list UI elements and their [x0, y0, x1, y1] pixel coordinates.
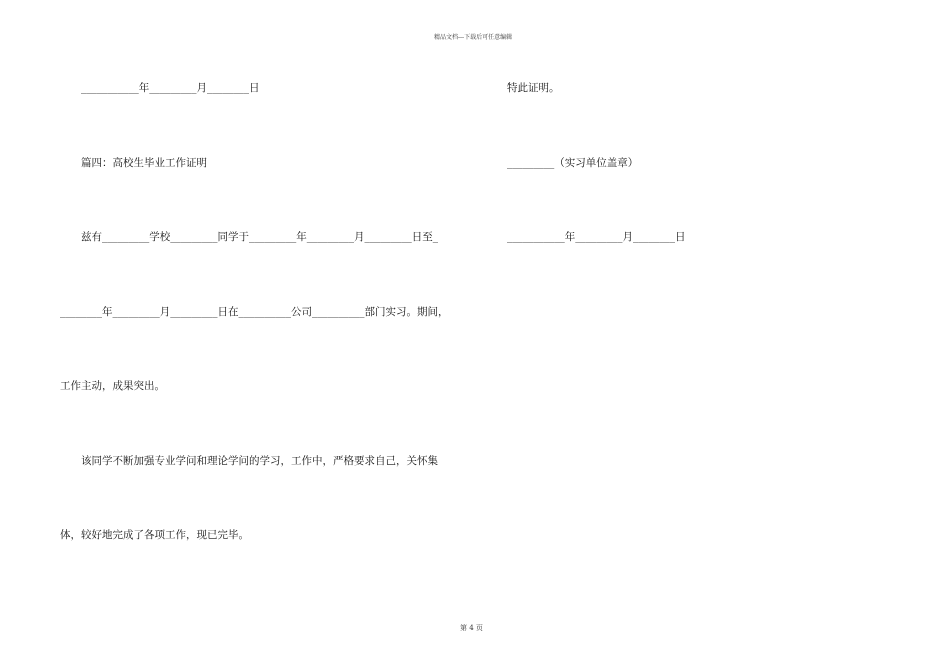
paragraph-1-line-3: 工作主动，成果突出。 [60, 380, 165, 392]
certify-text: 特此证明。 [507, 82, 560, 94]
page-number: 第 4 页 [460, 624, 483, 632]
paragraph-1-line-1: 兹有_________学校_________同学于_________年_________月_________日至_ [81, 231, 438, 243]
right-date-line: ___________年_________月________日 [507, 231, 686, 243]
paragraph-2-line-2: 体，较好地完成了各项工作，现已完毕。 [60, 529, 249, 541]
left-date-line: ___________年_________月________日 [81, 82, 260, 94]
stamp-line: _________（实习单位盖章） [507, 157, 639, 169]
page-header: 精品文档---下载后可任意编辑 [434, 34, 513, 41]
paragraph-1-line-2: ________年_________月_________日在__________公司__________部门实习。期间， [60, 306, 449, 318]
section-title: 篇四：高校生毕业工作证明 [81, 157, 207, 169]
paragraph-2-line-1: 该同学不断加强专业学问和理论学问的学习，工作中，严格要求自己，关怀集 [81, 455, 438, 467]
